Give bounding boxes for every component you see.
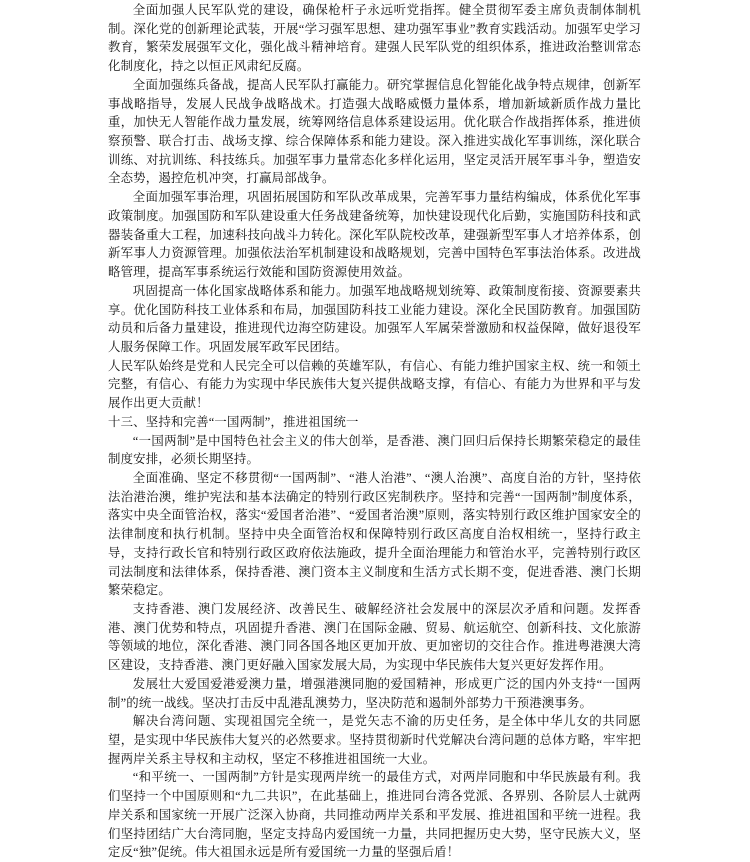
paragraph-training-readiness: 全面加强练兵备战，提高人民军队打赢能力。研究掌握信息化智能化战争特点规律，创新军事战略指导，发展人民战争战略战术。打造强大战略威慑力量体系，增加新域新质作战力量比重，加快无人智能作战力量发展，统筹网络信息体系建设运用。优化联合作战指挥体系，推进侦察预警、联合打击、战场支撑、综合保障体系和能力建设。深入推进实战化军事训练，深化联合训练、对抗训练、科技练兵。加强军事力量常态化多样化运用，坚定灵活开展军事斗争，塑造安全态势，遏控危机冲突，打赢局部战争。 [108, 77, 641, 186]
document-page [108, 1, 641, 862]
section-heading-13: 十三、坚持和完善“一国两制”，推进祖国统一 [108, 414, 359, 429]
paragraph-army-party-building: 全面加强人民军队党的建设，确保枪杆子永远听党指挥。健全贯彻军委主席负责制体制机制。深化党的创新理论武装，开展“学习强军思想、建功强军事业”教育实践活动。加强军史学习教育，繁荣发展强军文化，强化战斗精神培育。建强人民军队党的组织体系，推进政治整训常态化制度化，持之以恒正风肃纪反腐。 [108, 3, 641, 74]
paragraph-taiwan-question: 解决台湾问题、实现祖国完全统一，是党矢志不渝的历史任务，是全体中华儿女的共同愿望，是实现中华民族伟大复兴的必然要求。坚持贯彻新时代党解决台湾问题的总体方略，牢牢把握两岸关系主导权和主动权，坚定不移推进祖国统一大业。 [108, 714, 641, 766]
paragraph-hk-macao-economy: 支持香港、澳门发展经济、改善民生、破解经济社会发展中的深层次矛盾和问题。发挥香港、澳门优势和特点，巩固提升香港、澳门在国际金融、贸易、航运航空、创新科技、文化旅游等领域的地位，深化香港、澳门同各国各地区更加开放、更加密切的交往合作。推进粤港澳大湾区建设，支持香港、澳门更好融入国家发展大局，为实现中华民族伟大复兴更好发挥作用。 [108, 602, 641, 673]
paragraph-integrated-national-strategy: 巩固提高一体化国家战略体系和能力。加强军地战略规划统筹、政策制度衔接、资源要素共享。优化国防科技工业体系和布局，加强国防科技工业能力建设。深化全民国防教育。加强国防动员和后备力量建设，推进现代边海空防建设。加强军人军属荣誉激励和权益保障，做好退役军人服务保障工作。巩固发展军政军民团结。 [108, 283, 641, 354]
paragraph-one-country-two-systems-intro: “一国两制”是中国特色社会主义的伟大创举，是香港、澳门回归后保持长期繁荣稳定的最佳制度安排，必须长期坚持。 [108, 433, 641, 467]
paragraph-patriotic-forces: 发展壮大爱国爱港爱澳力量，增强港澳同胞的爱国精神，形成更广泛的国内外支持“一国两制”的统一战线。坚决打击反中乱港乱澳势力，坚决防范和遏制外部势力干预港澳事务。 [108, 676, 641, 710]
paragraph-peaceful-reunification: “和平统一、一国两制”方针是实现两岸统一的最佳方式，对两岸同胞和中华民族最有利。我们坚持一个中国原则和“九二共识”，在此基础上，推进同台湾各党派、各界别、各阶层人士就两岸关系和国家统一开展广泛深入协商，共同推动两岸关系和平发展、推进祖国和平统一进程。我们坚持团结广大台湾同胞，坚定支持岛内爱国统一力量，共同把握历史大势，坚守民族大义，坚定反“独”促统。伟大祖国永远是所有爱国统一力量的坚强后盾！ [108, 770, 641, 860]
paragraph-implementation-policy: 全面准确、坚定不移贯彻“一国两制”、“港人治港”、“澳人治澳”、高度自治的方针，坚持依法治港治澳，维护宪法和基本法确定的特别行政区宪制秩序。坚持和完善“一国两制”制度体系，落实中央全面管治权，落实“爱国者治港”、“爱国者治澳”原则，落实特别行政区维护国家安全的法律制度和执行机制。坚持中央全面管治权和保障特别行政区高度自治权相统一，坚持行政主导，支持行政长官和特别行政区政府依法施政，提升全面治理能力和管治水平，完善特别行政区司法制度和法律体系，保持香港、澳门资本主义制度和生活方式长期不变，促进香港、澳门长期繁荣稳定。 [108, 470, 641, 598]
paragraph-peoples-army-pledge: 人民军队始终是党和人民完全可以信赖的英雄军队，有信心、有能力维护国家主权、统一和领土完整，有信心、有能力为实现中华民族伟大复兴提供战略支撑，有信心、有能力为世界和平与发展作出更大贡献！ [108, 358, 641, 411]
paragraph-military-governance: 全面加强军事治理，巩固拓展国防和军队改革成果，完善军事力量结构编成，体系优化军事政策制度。加强国防和军队建设重大任务战建备统筹，加快建设现代化后勤，实施国防科技和武器装备重大工程，加速科技向战斗力转化。深化军队院校改革，建强新型军事人才培养体系，创新军事人力资源管理。加强依法治军机制建设和战略规划，完善中国特色军事法治体系。改进战略管理，提高军事系统运行效能和国防资源使用效益。 [108, 190, 641, 280]
